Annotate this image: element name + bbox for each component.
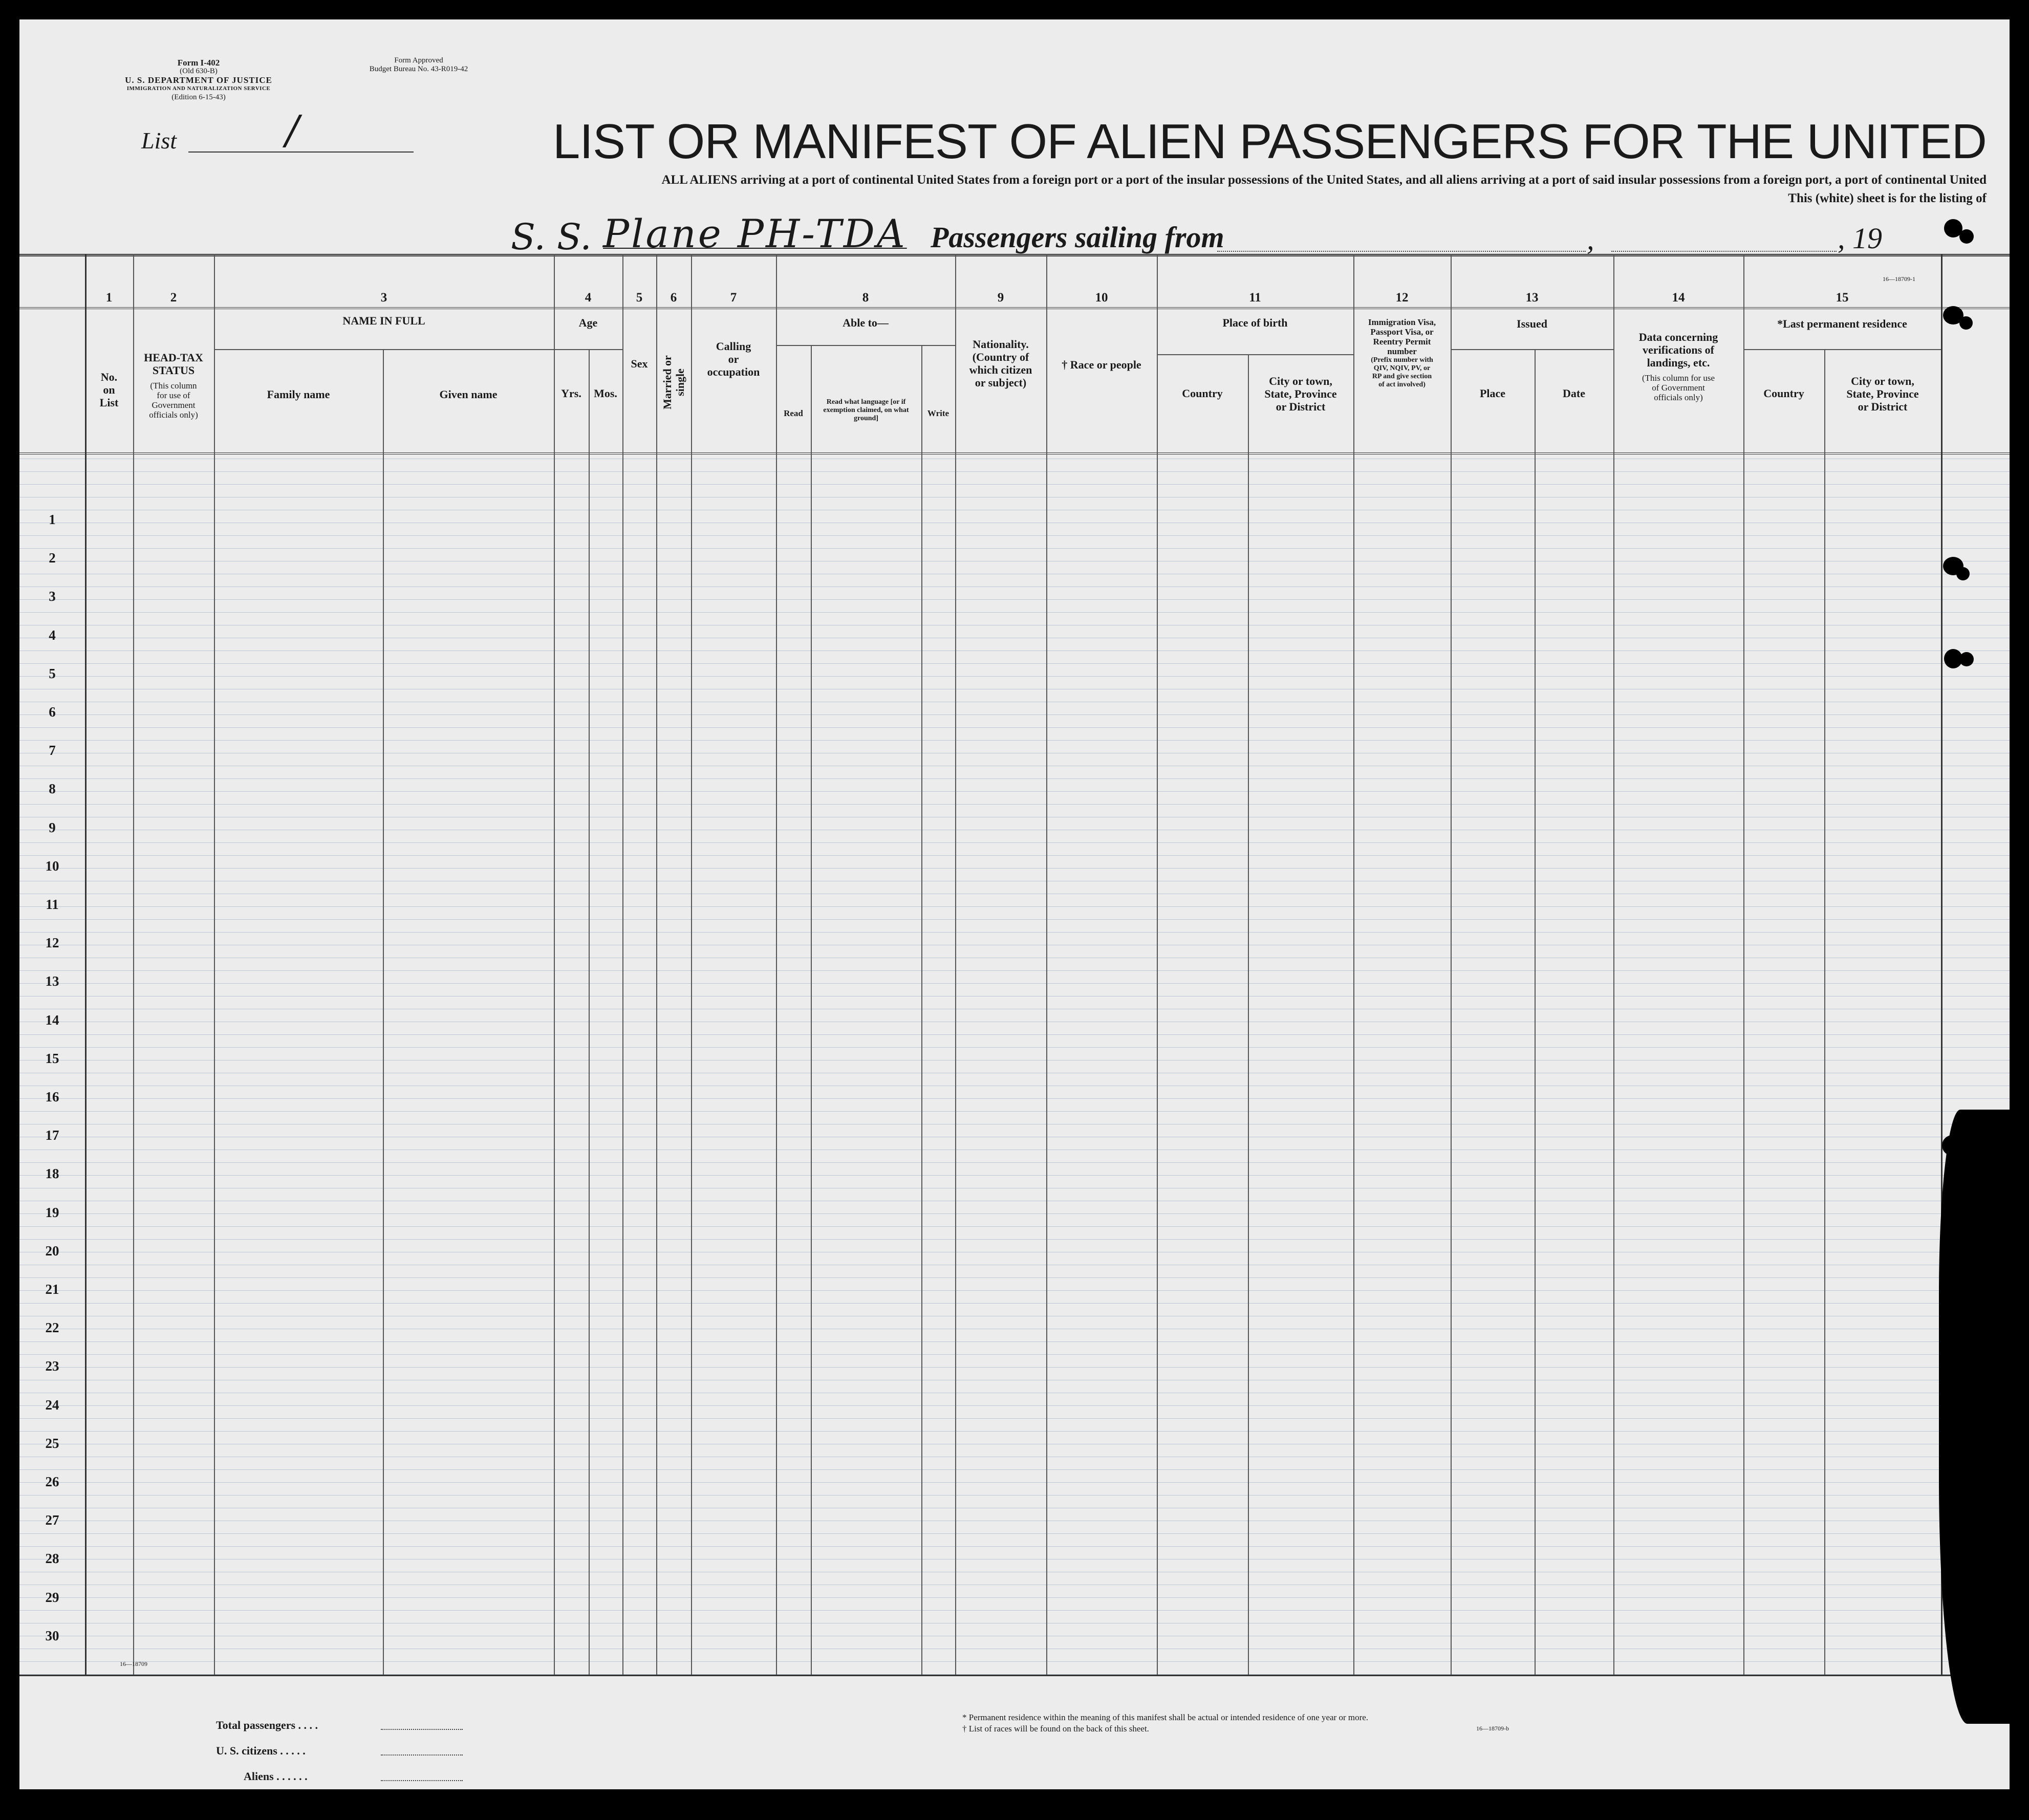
ruling-line xyxy=(19,778,2010,779)
binding-hole xyxy=(1956,567,1970,580)
binding-hole xyxy=(1942,1545,1962,1565)
col-line xyxy=(383,349,384,1675)
row-number: 9 xyxy=(49,820,56,835)
col-line xyxy=(133,254,134,1675)
col-line xyxy=(1743,254,1744,1675)
group-separator xyxy=(776,345,955,346)
passenger-table xyxy=(19,254,2010,1675)
ruling-line xyxy=(19,535,2010,536)
group-separator xyxy=(214,349,554,350)
ruling-line xyxy=(19,714,2010,715)
header-able-to: Able to— xyxy=(843,316,889,329)
col-line xyxy=(776,254,777,1675)
comma-separator: , xyxy=(1587,223,1594,256)
header-read-language: Read what language [or if exemption claimed, on what ground] xyxy=(823,398,909,422)
row-number: 5 xyxy=(49,666,56,681)
header-issued-place: Place xyxy=(1479,387,1506,400)
binding-hole xyxy=(1942,1135,1962,1156)
subtitle-line-1: ALL ALIENS arriving at a port of continental United States from a foreign port or a port of the insular possessions of the United States, and all aliens arriving at a port of said insular possessions from a foreign port, a port of continental United xyxy=(661,173,1987,187)
ruling-line xyxy=(19,1341,2010,1342)
ruling-line xyxy=(19,1226,2010,1227)
row-number: 4 xyxy=(49,627,56,643)
row-number: 15 xyxy=(45,1051,59,1066)
row-number: 6 xyxy=(49,704,56,720)
binding-hole xyxy=(1959,316,1973,330)
row-number: 14 xyxy=(45,1012,59,1028)
ruling-line xyxy=(19,1354,2010,1355)
row-number: 25 xyxy=(45,1436,59,1451)
ruling-line xyxy=(19,1098,2010,1099)
column-number-9: 9 xyxy=(997,291,1004,305)
row-number: 7 xyxy=(49,743,56,758)
header-sex: Sex xyxy=(631,357,648,370)
group-separator xyxy=(1451,349,1613,350)
print-code-footer: 16—18709-b xyxy=(1476,1725,1509,1732)
col-line xyxy=(921,345,922,1675)
sailing-from-field[interactable] xyxy=(1217,251,1586,252)
ruling-line xyxy=(19,983,2010,984)
row-number: 17 xyxy=(45,1128,59,1143)
header-birth-city: City or town, State, Province or District xyxy=(1264,375,1337,413)
header-immigration-visa: Immigration Visa, Passport Visa, or Reentry Permit number (Prefix number with QIV, NQIV, PV, or RP and give section of act involved) xyxy=(1368,317,1436,388)
ruling-line xyxy=(19,919,2010,920)
row-number: 8 xyxy=(49,781,56,796)
aliens-label: Aliens . . . . . . xyxy=(244,1770,308,1783)
ruling-line xyxy=(19,1034,2010,1035)
ruling-line xyxy=(19,1405,2010,1406)
ruling-line xyxy=(19,868,2010,869)
ruling-line xyxy=(19,1674,2010,1675)
header-write: Write xyxy=(927,408,949,418)
ruling-line xyxy=(19,1277,2010,1278)
group-separator xyxy=(1743,349,1941,350)
sailing-from-label: Passengers sailing from xyxy=(931,221,1224,254)
binding-hole xyxy=(1942,1212,1962,1232)
ruling-line xyxy=(19,855,2010,856)
page-title: LIST OR MANIFEST OF ALIEN PASSENGERS FOR THE UNITED xyxy=(552,114,1987,169)
col-line xyxy=(589,349,590,1675)
us-citizens-label: U. S. citizens . . . . . xyxy=(216,1744,306,1757)
header-given-name: Given name xyxy=(439,388,498,401)
row-number: 11 xyxy=(46,897,59,912)
row-number: 2 xyxy=(49,550,56,566)
ruling-line xyxy=(19,1610,2010,1611)
races-note: † List of races will be found on the back of this sheet. xyxy=(962,1724,1149,1734)
col-line xyxy=(214,254,215,1675)
ruling-line xyxy=(19,1290,2010,1291)
header-married-or-single: Married or single xyxy=(661,355,686,409)
print-code-top: 16—18709-1 xyxy=(1883,275,1915,283)
approval-block xyxy=(347,56,490,74)
row-number: 22 xyxy=(45,1320,59,1335)
col-line xyxy=(656,254,657,1675)
ruling-line xyxy=(19,804,2010,805)
col-line xyxy=(811,345,812,1675)
row-number: 23 xyxy=(45,1358,59,1374)
total-passengers-label: Total passengers . . . . xyxy=(216,1719,318,1731)
header-family-name: Family name xyxy=(267,388,330,401)
row-number: 16 xyxy=(45,1089,59,1104)
ruling-line xyxy=(19,599,2010,600)
col-line xyxy=(622,254,623,1675)
total-passengers-field[interactable] xyxy=(381,1729,463,1730)
form-approved: Form Approved xyxy=(394,56,443,64)
header-nationality: Nationality. (Country of which citizen or subject) xyxy=(969,338,1032,389)
header-issued-date: Date xyxy=(1563,387,1585,400)
column-number-3: 3 xyxy=(380,291,387,305)
list-number[interactable]: / xyxy=(286,107,299,154)
column-number-4: 4 xyxy=(585,291,592,305)
header-residence-country: Country xyxy=(1763,387,1804,400)
header-residence-city: City or town, State, Province or District xyxy=(1846,375,1919,413)
ruling-line xyxy=(19,1418,2010,1419)
col-line xyxy=(1248,354,1249,1675)
ruling-line xyxy=(19,471,2010,472)
column-number-11: 11 xyxy=(1249,291,1261,305)
ruling-line xyxy=(19,970,2010,971)
ruling-line xyxy=(19,932,2010,933)
header-issued: Issued xyxy=(1517,317,1547,330)
ruling-line xyxy=(19,663,2010,664)
ruling-line xyxy=(19,842,2010,843)
group-separator xyxy=(1157,354,1353,355)
row-number: 26 xyxy=(45,1474,59,1489)
residence-note: * Permanent residence within the meaning of this manifest shall be actual or intended residence of one year or more. xyxy=(962,1713,1369,1722)
list-label: List xyxy=(141,127,177,154)
header-last-residence: *Last permanent residence xyxy=(1777,317,1907,330)
ruling-line xyxy=(19,791,2010,792)
col-line xyxy=(1157,254,1158,1675)
form-number: Form I-402 xyxy=(177,58,220,68)
header-place-of-birth: Place of birth xyxy=(1222,316,1288,329)
ruling-line xyxy=(19,1482,2010,1483)
ruling-line xyxy=(19,1047,2010,1048)
torn-edge xyxy=(1939,1110,2010,1724)
department-name: U. S. DEPARTMENT OF JUSTICE xyxy=(125,75,272,85)
header-years: Yrs. xyxy=(561,387,581,400)
ruling-line xyxy=(19,740,2010,741)
binding-hole xyxy=(1959,229,1974,244)
col-line xyxy=(1451,254,1452,1675)
budget-bureau: Budget Bureau No. 43-R019-42 xyxy=(369,65,468,73)
row-number: 28 xyxy=(45,1551,59,1566)
year-prefix: , 19 xyxy=(1838,222,1882,255)
ruling-line xyxy=(19,1661,2010,1662)
row-number: 12 xyxy=(45,935,59,950)
table-top-rule xyxy=(19,254,2010,256)
sailing-date-field[interactable] xyxy=(1611,251,1837,252)
row-number: 10 xyxy=(45,858,59,874)
header-no-on-list: No. on List xyxy=(99,371,119,409)
column-number-8: 8 xyxy=(862,291,869,305)
row-number: 30 xyxy=(45,1628,59,1643)
header-head-tax: HEAD-TAX STATUS (This column for use of Government officials only) xyxy=(144,351,203,420)
row-number: 24 xyxy=(45,1397,59,1413)
col-line xyxy=(554,254,555,1675)
aliens-field[interactable] xyxy=(381,1780,463,1781)
ruling-line xyxy=(19,1162,2010,1163)
binding-hole xyxy=(1959,652,1974,666)
col-line xyxy=(955,254,956,1675)
ruling-line xyxy=(19,1469,2010,1470)
col-line xyxy=(1613,254,1614,1675)
manifest-sheet xyxy=(19,19,2010,1789)
row-number: 1 xyxy=(49,512,56,527)
column-number-2: 2 xyxy=(170,291,177,305)
column-number-5: 5 xyxy=(636,291,643,305)
col-line xyxy=(85,254,87,1675)
header-verifications: Data concerning verifications of landings, etc. (This column for use of Government officials only) xyxy=(1638,331,1718,402)
row-number: 18 xyxy=(45,1166,59,1181)
form-old-number: (Old 630-B) xyxy=(180,67,218,75)
column-number-7: 7 xyxy=(730,291,737,305)
row-number: 29 xyxy=(45,1590,59,1605)
ruling-line xyxy=(19,1175,2010,1176)
form-id-block xyxy=(112,58,286,102)
row-number: 27 xyxy=(45,1512,59,1528)
ruling-line xyxy=(19,727,2010,728)
ruling-line xyxy=(19,612,2010,613)
row-number: 19 xyxy=(45,1205,59,1220)
col-line xyxy=(1046,254,1047,1675)
group-separator xyxy=(554,349,622,350)
ruling-line xyxy=(19,1111,2010,1112)
ruling-line xyxy=(19,1533,2010,1534)
row-number: 20 xyxy=(45,1243,59,1259)
ship-name-handwritten[interactable]: Plane PH-TDA xyxy=(603,211,907,256)
us-citizens-field[interactable] xyxy=(381,1754,463,1756)
table-bottom-rule xyxy=(19,1675,2010,1676)
row-number: 21 xyxy=(45,1282,59,1297)
subtitle-line-2: This (white) sheet is for the listing of xyxy=(1788,191,1987,205)
ruling-line xyxy=(19,1239,2010,1240)
header-birth-country: Country xyxy=(1182,387,1223,400)
col-line xyxy=(1824,349,1825,1675)
row-number: 13 xyxy=(45,973,59,989)
ruling-line xyxy=(19,1597,2010,1598)
header-age: Age xyxy=(578,316,598,329)
ruling-line xyxy=(19,906,2010,907)
ruling-line xyxy=(19,1431,2010,1432)
column-number-15: 15 xyxy=(1836,291,1849,305)
header-calling: Calling or occupation xyxy=(707,340,760,378)
column-number-1: 1 xyxy=(105,291,113,305)
col-line xyxy=(1353,254,1354,1675)
list-number-line xyxy=(188,151,414,153)
column-number-rule xyxy=(19,307,2010,309)
col-line xyxy=(691,254,692,1675)
header-bottom-rule xyxy=(19,452,2010,454)
column-number-14: 14 xyxy=(1672,291,1685,305)
print-code-bottom: 16—18709 xyxy=(120,1660,147,1667)
header-name-in-full: NAME IN FULL xyxy=(342,314,425,327)
header-months: Mos. xyxy=(594,387,617,400)
col-line xyxy=(1535,349,1536,1675)
ruling-line xyxy=(19,1546,2010,1547)
ship-prefix: S. S. xyxy=(511,216,592,258)
column-number-13: 13 xyxy=(1525,291,1539,305)
column-number-6: 6 xyxy=(670,291,677,305)
ruling-line xyxy=(19,1495,2010,1496)
ruling-line xyxy=(19,548,2010,549)
ruling-line xyxy=(19,484,2010,485)
row-number: 3 xyxy=(49,589,56,604)
ruling-line xyxy=(19,676,2010,677)
header-race-or-people: † Race or people xyxy=(1062,358,1141,371)
column-number-10: 10 xyxy=(1095,291,1108,305)
header-read: Read xyxy=(784,408,803,418)
column-number-12: 12 xyxy=(1395,291,1409,305)
form-edition: (Edition 6-15-43) xyxy=(171,93,226,101)
service-name: IMMIGRATION AND NATURALIZATION SERVICE xyxy=(126,85,271,92)
ruling-line xyxy=(19,1367,2010,1368)
ruling-line xyxy=(19,1303,2010,1304)
